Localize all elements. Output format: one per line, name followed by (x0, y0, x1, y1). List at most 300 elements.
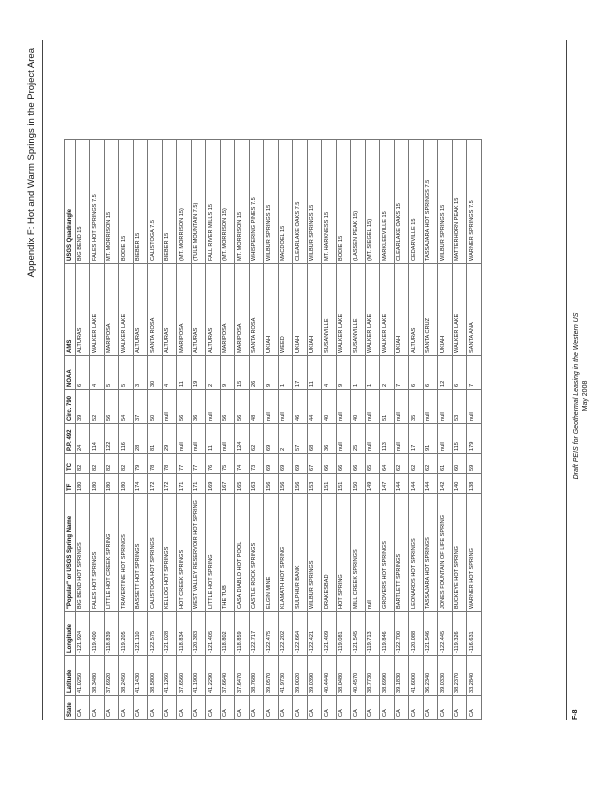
cell-noaa: 3 (133, 356, 148, 390)
cell-longitude: -122.700 (394, 612, 409, 656)
cell-spring-name: SULPHUR BANK (293, 494, 308, 612)
column-header-usgs-quadrangle: USGS Quadrangle (65, 140, 76, 264)
cell-longitude: -121.409 (322, 612, 337, 656)
column-header-latitude: Latitude (65, 656, 76, 696)
cell-noaa: 7 (394, 356, 409, 390)
cell-usgs-quadrangle: MACDOEL 15 (278, 140, 293, 264)
cell-noaa: 30 (148, 356, 163, 390)
cell-noaa: 1 (351, 356, 366, 390)
cell-usgs-quadrangle: WILBUR SPRINGS 15 (264, 140, 279, 264)
cell-latitude: 38.7680 (249, 656, 264, 696)
cell-tf: 163 (249, 474, 264, 494)
cell-circ-790: 37 (133, 390, 148, 424)
cell-latitude: 38.5800 (148, 656, 163, 696)
cell-pp-492: 28 (133, 424, 148, 454)
cell-latitude: 38.2370 (452, 656, 467, 696)
cell-pp-492: 115 (452, 424, 467, 454)
cell-pp-492: 62 (249, 424, 264, 454)
cell-usgs-quadrangle: FALES HOT SPRINGS 7.5 (90, 140, 105, 264)
table-row (104, 140, 119, 720)
cell-pp-492: 113 (380, 424, 395, 454)
cell-circ-790: 56 (235, 390, 250, 424)
cell-latitude: 41.1900 (191, 656, 206, 696)
cell-usgs-quadrangle: WILBUR SPRINGS 15 (438, 140, 453, 264)
cell-ams: SANTA ROSA (148, 264, 163, 356)
cell-circ-790: 56 (104, 390, 119, 424)
table-row (380, 140, 395, 720)
table-row (409, 140, 424, 720)
cell-noaa: 6 (409, 356, 424, 390)
table-row (177, 140, 192, 720)
cell-longitude: -119.846 (380, 612, 395, 656)
cell-usgs-quadrangle: WILBUR SPRINGS 15 (307, 140, 322, 264)
table-row (264, 140, 279, 720)
cell-tf: 172 (162, 474, 177, 494)
cell-spring-name: FALES HOT SPRINGS (90, 494, 105, 612)
cell-circ-790: 56 (177, 390, 192, 424)
cell-pp-492: null (191, 424, 206, 454)
cell-tc: 77 (177, 454, 192, 474)
cell-ams: SUSANVILLE (351, 264, 366, 356)
cell-latitude: 40.4440 (322, 656, 337, 696)
cell-tf: 144 (423, 474, 438, 494)
cell-ams: UKIAH (264, 264, 279, 356)
cell-longitude: -122.202 (278, 612, 293, 656)
cell-tc: 69 (293, 454, 308, 474)
cell-spring-name: KLAMATH HOT SPRING (278, 494, 293, 612)
table-row (423, 140, 438, 720)
cell-spring-name: BASSETT HOT SPRINGS (133, 494, 148, 612)
cell-ams: WALKER LAKE (90, 264, 105, 356)
cell-tf: 140 (452, 474, 467, 494)
cell-latitude: 41.1260 (162, 656, 177, 696)
cell-usgs-quadrangle: FALL RIVER MILLS 15 (206, 140, 221, 264)
cell-circ-790: null (278, 390, 293, 424)
cell-tc: 66 (336, 454, 351, 474)
cell-pp-492: 11 (206, 424, 221, 454)
cell-spring-name: LITTLE HOT CREEK SPRING (104, 494, 119, 612)
cell-ams: UKIAH (293, 264, 308, 356)
cell-longitude: -116.631 (467, 612, 482, 656)
cell-ams: WALKER LAKE (365, 264, 380, 356)
cell-state: CA (351, 696, 366, 720)
cell-usgs-quadrangle: WARNER SPRINGS 7.5 (467, 140, 482, 264)
table-row (206, 140, 221, 720)
cell-ams: SANTA ANA (467, 264, 482, 356)
cell-longitude: -120.383 (191, 612, 206, 656)
cell-pp-492: 57 (293, 424, 308, 454)
cell-pp-492: 81 (148, 424, 163, 454)
cell-noaa: 4 (322, 356, 337, 390)
cell-tc: 82 (75, 454, 90, 474)
cell-tc: 78 (162, 454, 177, 474)
cell-state: CA (394, 696, 409, 720)
cell-tc: 79 (133, 454, 148, 474)
cell-noaa: 6 (75, 356, 90, 390)
table-row (90, 140, 105, 720)
cell-state: CA (90, 696, 105, 720)
cell-usgs-quadrangle: MT. MORRISON 15 (104, 140, 119, 264)
cell-usgs-quadrangle: MT. HARKNESS 15 (322, 140, 337, 264)
cell-usgs-quadrangle: (MT. MORRISON 15) (177, 140, 192, 264)
table-row (365, 140, 380, 720)
cell-state: CA (220, 696, 235, 720)
cell-usgs-quadrangle: (MT. SIEGEL 15) (365, 140, 380, 264)
cell-tf: 151 (336, 474, 351, 494)
cell-state: CA (278, 696, 293, 720)
cell-longitude: -121.110 (133, 612, 148, 656)
cell-usgs-quadrangle: CLEARLAKE OAKS 15 (394, 140, 409, 264)
cell-tc: 78 (148, 454, 163, 474)
cell-spring-name: WEST VALLEY RESERVOIR HOT SPRING (191, 494, 206, 612)
cell-tf: 151 (322, 474, 337, 494)
header-divider (42, 40, 43, 720)
cell-tc: 61 (438, 454, 453, 474)
cell-circ-790: 56 (220, 390, 235, 424)
cell-tc: 62 (409, 454, 424, 474)
cell-state: CA (409, 696, 424, 720)
cell-circ-790: 48 (249, 390, 264, 424)
cell-ams: ALTURAS (75, 264, 90, 356)
cell-circ-790: null (394, 390, 409, 424)
table-row (278, 140, 293, 720)
cell-tc: 62 (394, 454, 409, 474)
cell-state: CA (336, 696, 351, 720)
table-row (162, 140, 177, 720)
cell-latitude: 37.6640 (220, 656, 235, 696)
cell-tc: 82 (104, 454, 119, 474)
cell-ams: SANTA ROSA (249, 264, 264, 356)
cell-tc: 75 (220, 454, 235, 474)
cell-usgs-quadrangle: (LASSEN PEAK 15) (351, 140, 366, 264)
cell-longitude: -119.400 (90, 612, 105, 656)
cell-tf: 171 (177, 474, 192, 494)
cell-state: CA (438, 696, 453, 720)
cell-tc: 65 (365, 454, 380, 474)
cell-ams: MARIPOSA (177, 264, 192, 356)
cell-latitude: 38.6990 (380, 656, 395, 696)
footer-doc-title: Draft PEIS for Geothermal Leasing in the Western US (573, 312, 580, 480)
cell-latitude: 41.2290 (206, 656, 221, 696)
cell-noaa: 17 (293, 356, 308, 390)
table-row (336, 140, 351, 720)
cell-noaa: 9 (220, 356, 235, 390)
cell-circ-790: 46 (293, 390, 308, 424)
cell-state: CA (380, 696, 395, 720)
cell-longitude: -121.405 (206, 612, 221, 656)
cell-state: CA (75, 696, 90, 720)
cell-spring-name: LEONARDS HOT SPRINGS (409, 494, 424, 612)
cell-longitude: -121.546 (423, 612, 438, 656)
cell-state: CA (177, 696, 192, 720)
cell-longitude: -119.081 (336, 612, 351, 656)
cell-tf: 153 (307, 474, 322, 494)
footer-divider (566, 40, 567, 720)
cell-latitude: 41.1430 (133, 656, 148, 696)
cell-ams: UKIAH (438, 264, 453, 356)
page-number: F-8 (572, 709, 579, 720)
cell-pp-492: 25 (351, 424, 366, 454)
cell-circ-790: 44 (307, 390, 322, 424)
column-header-tc: TC (65, 454, 76, 474)
cell-tc: 69 (264, 454, 279, 474)
cell-noaa: 9 (336, 356, 351, 390)
cell-state: CA (119, 696, 134, 720)
cell-usgs-quadrangle: BIEBER 15 (162, 140, 177, 264)
cell-usgs-quadrangle: BODIE 15 (336, 140, 351, 264)
cell-tf: 147 (380, 474, 395, 494)
cell-pp-492: null (220, 424, 235, 454)
table-row (191, 140, 206, 720)
cell-pp-492: 122 (104, 424, 119, 454)
cell-latitude: 37.6470 (235, 656, 250, 696)
cell-tc: 74 (235, 454, 250, 474)
table-row (322, 140, 337, 720)
cell-tc: 66 (322, 454, 337, 474)
cell-noaa: 5 (104, 356, 119, 390)
cell-ams: WALKER LAKE (119, 264, 134, 356)
cell-ams: UKIAH (307, 264, 322, 356)
cell-tf: 171 (191, 474, 206, 494)
cell-latitude: 40.4570 (351, 656, 366, 696)
cell-pp-492: 114 (90, 424, 105, 454)
cell-ams: SANTA CRUZ (423, 264, 438, 356)
cell-ams: ALTURAS (162, 264, 177, 356)
column-header-noaa: NOAA (65, 356, 76, 390)
cell-latitude: 41.9730 (278, 656, 293, 696)
cell-noaa: 2 (380, 356, 395, 390)
cell-state: CA (423, 696, 438, 720)
cell-latitude: 38.2450 (119, 656, 134, 696)
column-header-circ-790: Circ. 790 (65, 390, 76, 424)
cell-spring-name: THE TUB (220, 494, 235, 612)
cell-pp-492: 116 (119, 424, 134, 454)
cell-longitude: -118.802 (220, 612, 235, 656)
cell-pp-492: null (394, 424, 409, 454)
cell-pp-492: 91 (423, 424, 438, 454)
cell-state: CA (162, 696, 177, 720)
cell-longitude: -122.475 (264, 612, 279, 656)
cell-longitude: -121.028 (162, 612, 177, 656)
footer (572, 0, 590, 792)
cell-tc: 62 (423, 454, 438, 474)
cell-spring-name: WARNER HOT SPRING (467, 494, 482, 612)
cell-longitude: -121.545 (351, 612, 366, 656)
cell-longitude: -119.713 (365, 612, 380, 656)
cell-usgs-quadrangle: CALISTOGA 7.5 (148, 140, 163, 264)
cell-tc: 69 (278, 454, 293, 474)
cell-usgs-quadrangle: WHISPERING PINES 7.5 (249, 140, 264, 264)
cell-spring-name: WILBUR SPRINGS (307, 494, 322, 612)
cell-noaa: 6 (423, 356, 438, 390)
cell-usgs-quadrangle: CEDARVILLE 15 (409, 140, 424, 264)
page-title: Appendix F: Hot and Warm Springs in the Project Area (26, 48, 37, 278)
cell-spring-name: HOT CREEK SPRINGS (177, 494, 192, 612)
cell-pp-492: 36 (322, 424, 337, 454)
cell-spring-name: HOT SPRING (336, 494, 351, 612)
cell-latitude: 37.6920 (104, 656, 119, 696)
cell-noaa: 7 (467, 356, 482, 390)
cell-usgs-quadrangle: (MT. MORRISON 15) (220, 140, 235, 264)
cell-ams: ALTURAS (133, 264, 148, 356)
cell-state: CA (148, 696, 163, 720)
cell-longitude: -122.575 (148, 612, 163, 656)
cell-longitude: -122.717 (249, 612, 264, 656)
cell-noaa: 26 (249, 356, 264, 390)
cell-pp-492: 24 (75, 424, 90, 454)
cell-ams: WALKER LAKE (336, 264, 351, 356)
cell-state: CA (365, 696, 380, 720)
column-header-pp-492: P.P. 492 (65, 424, 76, 454)
table-row (133, 140, 148, 720)
cell-longitude: -118.834 (177, 612, 192, 656)
cell-usgs-quadrangle: TASSAJARA HOT SPRINGS 7.5 (423, 140, 438, 264)
cell-pp-492: null (336, 424, 351, 454)
table-row (438, 140, 453, 720)
column-header-spring-name: "Popular" or USGS Spring Name (65, 494, 76, 612)
cell-ams: SUSANVILLE (322, 264, 337, 356)
cell-pp-492: 124 (235, 424, 250, 454)
table-row (119, 140, 134, 720)
cell-ams: MARIPOSA (104, 264, 119, 356)
hot-springs-table (64, 139, 482, 720)
cell-spring-name: DRAKESBAD (322, 494, 337, 612)
cell-circ-790: null (423, 390, 438, 424)
cell-circ-790: null (336, 390, 351, 424)
cell-tf: 172 (148, 474, 163, 494)
cell-tf: 167 (220, 474, 235, 494)
cell-latitude: 39.1830 (394, 656, 409, 696)
cell-tc: 59 (467, 454, 482, 474)
cell-state: CA (307, 696, 322, 720)
cell-state: CA (322, 696, 337, 720)
cell-longitude: -118.859 (235, 612, 250, 656)
cell-longitude: -119.205 (119, 612, 134, 656)
cell-noaa: 4 (162, 356, 177, 390)
cell-tf: 149 (365, 474, 380, 494)
cell-tf: 138 (467, 474, 482, 494)
cell-noaa: 1 (365, 356, 380, 390)
cell-tc: 77 (191, 454, 206, 474)
table-row (307, 140, 322, 720)
cell-noaa: 9 (264, 356, 279, 390)
cell-spring-name: TRAVERTINE HOT SPRINGS (119, 494, 134, 612)
cell-usgs-quadrangle: MT. MORRISON 15 (235, 140, 250, 264)
cell-pp-492: null (438, 424, 453, 454)
cell-ams: UKIAH (394, 264, 409, 356)
cell-usgs-quadrangle: BODIE 15 (119, 140, 134, 264)
cell-spring-name: BIG BEND HOT SPRINGS (75, 494, 90, 612)
cell-pp-492: 68 (307, 424, 322, 454)
cell-state: CA (235, 696, 250, 720)
cell-latitude: 39.0330 (438, 656, 453, 696)
cell-tf: 150 (351, 474, 366, 494)
cell-longitude: -122.664 (293, 612, 308, 656)
cell-state: CA (191, 696, 206, 720)
cell-tf: 180 (119, 474, 134, 494)
cell-circ-790: 40 (351, 390, 366, 424)
cell-state: CA (133, 696, 148, 720)
cell-state: CA (264, 696, 279, 720)
cell-circ-790: 35 (409, 390, 424, 424)
cell-state: CA (467, 696, 482, 720)
column-header-ams: AMS (65, 264, 76, 356)
table-row (452, 140, 467, 720)
cell-pp-492: 179 (467, 424, 482, 454)
cell-tf: 180 (104, 474, 119, 494)
cell-longitude: -122.421 (307, 612, 322, 656)
cell-noaa: 11 (307, 356, 322, 390)
cell-spring-name: BUCKEYE HOT SPRING (452, 494, 467, 612)
cell-circ-790: 36 (191, 390, 206, 424)
cell-latitude: 38.7730 (365, 656, 380, 696)
cell-tf: 156 (278, 474, 293, 494)
table-row (75, 140, 90, 720)
cell-pp-492: null (177, 424, 192, 454)
cell-circ-790: null (365, 390, 380, 424)
cell-usgs-quadrangle: MATTERHORN PEAK 15 (452, 140, 467, 264)
cell-circ-790: null (467, 390, 482, 424)
cell-pp-492: null (365, 424, 380, 454)
cell-tf: 169 (206, 474, 221, 494)
table-row (394, 140, 409, 720)
cell-tf: 142 (438, 474, 453, 494)
cell-tc: 73 (249, 454, 264, 474)
cell-tc: 82 (119, 454, 134, 474)
cell-state: CA (104, 696, 119, 720)
cell-noaa: 5 (119, 356, 134, 390)
cell-pp-492: 17 (409, 424, 424, 454)
cell-spring-name: JONES FOUNTAIN OF LIFE SPRING (438, 494, 453, 612)
cell-ams: MARIPOSA (220, 264, 235, 356)
cell-spring-name: null (365, 494, 380, 612)
cell-circ-790: null (162, 390, 177, 424)
cell-noaa: 6 (452, 356, 467, 390)
cell-state: CA (452, 696, 467, 720)
cell-circ-790: 50 (148, 390, 163, 424)
cell-pp-492: 69 (264, 424, 279, 454)
cell-noaa: 1 (278, 356, 293, 390)
cell-tc: 60 (452, 454, 467, 474)
cell-circ-790: null (438, 390, 453, 424)
cell-pp-492: 29 (162, 424, 177, 454)
cell-tf: 156 (293, 474, 308, 494)
cell-tf: 156 (264, 474, 279, 494)
cell-usgs-quadrangle: MARKLEEVILLE 15 (380, 140, 395, 264)
cell-latitude: 39.0390 (307, 656, 322, 696)
cell-ams: ALTURAS (409, 264, 424, 356)
cell-ams: ALTURAS (191, 264, 206, 356)
cell-circ-790: 53 (452, 390, 467, 424)
cell-state: CA (293, 696, 308, 720)
cell-spring-name: GROVERS HOT SPRINGS (380, 494, 395, 612)
cell-longitude: -121.924 (75, 612, 90, 656)
cell-spring-name: KELLOG HOT SPRINGS (162, 494, 177, 612)
cell-noaa: 19 (191, 356, 206, 390)
cell-state: CA (206, 696, 221, 720)
cell-noaa: 2 (206, 356, 221, 390)
cell-latitude: 39.0020 (293, 656, 308, 696)
cell-tf: 144 (394, 474, 409, 494)
cell-tf: 180 (75, 474, 90, 494)
table-row (467, 140, 482, 720)
cell-tf: 165 (235, 474, 250, 494)
table-row (351, 140, 366, 720)
cell-circ-790: 39 (75, 390, 90, 424)
cell-longitude: -120.088 (409, 612, 424, 656)
cell-ams: ALTURAS (206, 264, 221, 356)
cell-spring-name: CASTLE ROCK SPRINGS (249, 494, 264, 612)
